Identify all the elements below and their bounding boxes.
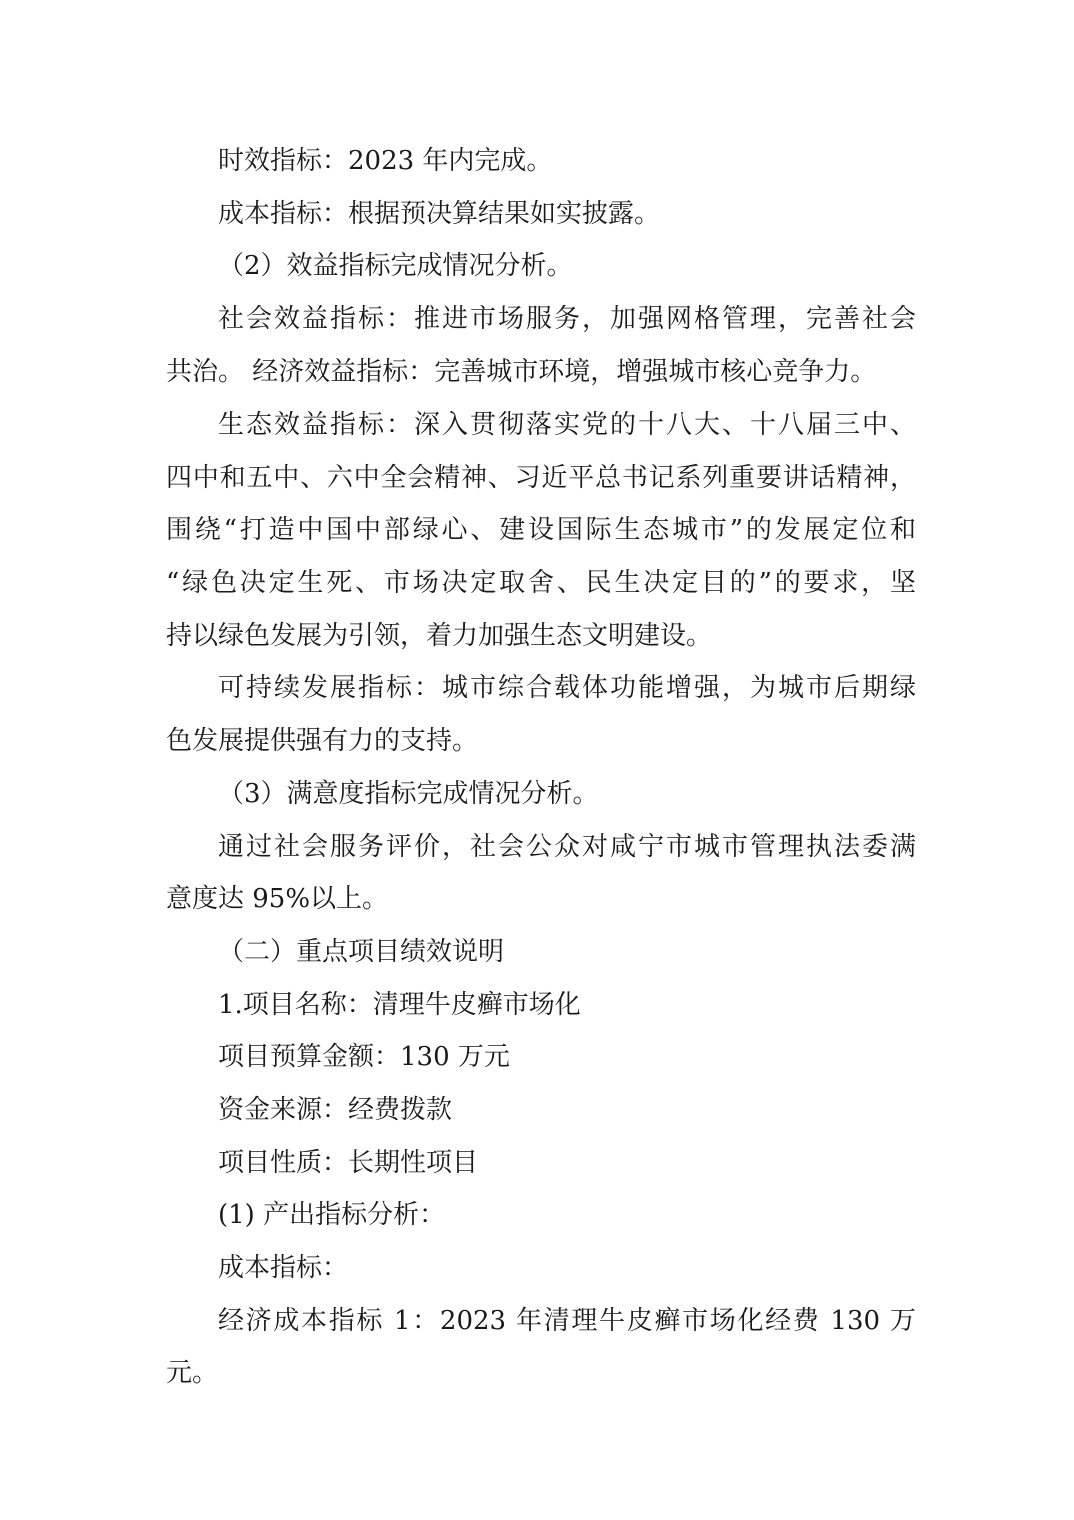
cost-indicator: 成本指标：根据预决算结果如实披露。 <box>218 199 661 229</box>
eco-benefit-line-1: 生态效益指标：深入贯彻落实党的十八大、十八届三中、 <box>218 410 916 440</box>
economic-cost-line-2: 元。 <box>166 1358 219 1388</box>
economic-cost-line-1: 经济成本指标 1：2023 年清理牛皮癣市场化经费 130 万 <box>218 1306 916 1336</box>
section-heading-key-projects: （二）重点项目绩效说明 <box>218 937 505 967</box>
project-budget: 项目预算金额：130 万元 <box>218 1042 510 1072</box>
timeliness-indicator: 时效指标：2023 年内完成。 <box>218 146 553 176</box>
funding-source: 资金来源：经费拨款 <box>218 1095 453 1125</box>
cost-indicator-heading: 成本指标： <box>218 1253 349 1283</box>
output-indicator-heading: (1) 产出指标分析： <box>218 1200 446 1230</box>
eco-benefit-line-5: 持以绿色发展为引领，着力加强生态文明建设。 <box>166 621 713 651</box>
eco-benefit-line-4: “绿色决定生死、市场决定取舍、民生决定目的”的要求，坚 <box>166 568 916 598</box>
eco-benefit-line-2: 四中和五中、六中全会精神、习近平总书记系列重要讲话精神， <box>166 463 916 493</box>
eco-benefit-line-3: 围绕“打造中国中部绿心、建设国际生态城市”的发展定位和 <box>166 515 916 545</box>
project-nature: 项目性质：长期性项目 <box>218 1148 479 1178</box>
satisfaction-line-1: 通过社会服务评价，社会公众对咸宁市城市管理执法委满 <box>218 832 916 862</box>
social-benefit-line-2: 共治。 经济效益指标：完善城市环境，增强城市核心竞争力。 <box>166 357 877 387</box>
social-benefit-line-1: 社会效益指标：推进市场服务，加强网格管理，完善社会 <box>218 304 916 334</box>
satisfaction-heading: （3）满意度指标完成情况分析。 <box>218 779 599 809</box>
project-name: 1.项目名称：清理牛皮癣市场化 <box>218 990 581 1020</box>
sustainability-line-1: 可持续发展指标：城市综合载体功能增强，为城市后期绿 <box>218 673 916 703</box>
satisfaction-line-2: 意度达 95%以上。 <box>166 884 389 914</box>
sustainability-line-2: 色发展提供强有力的支持。 <box>166 726 479 756</box>
benefit-heading: （2）效益指标完成情况分析。 <box>218 251 573 281</box>
